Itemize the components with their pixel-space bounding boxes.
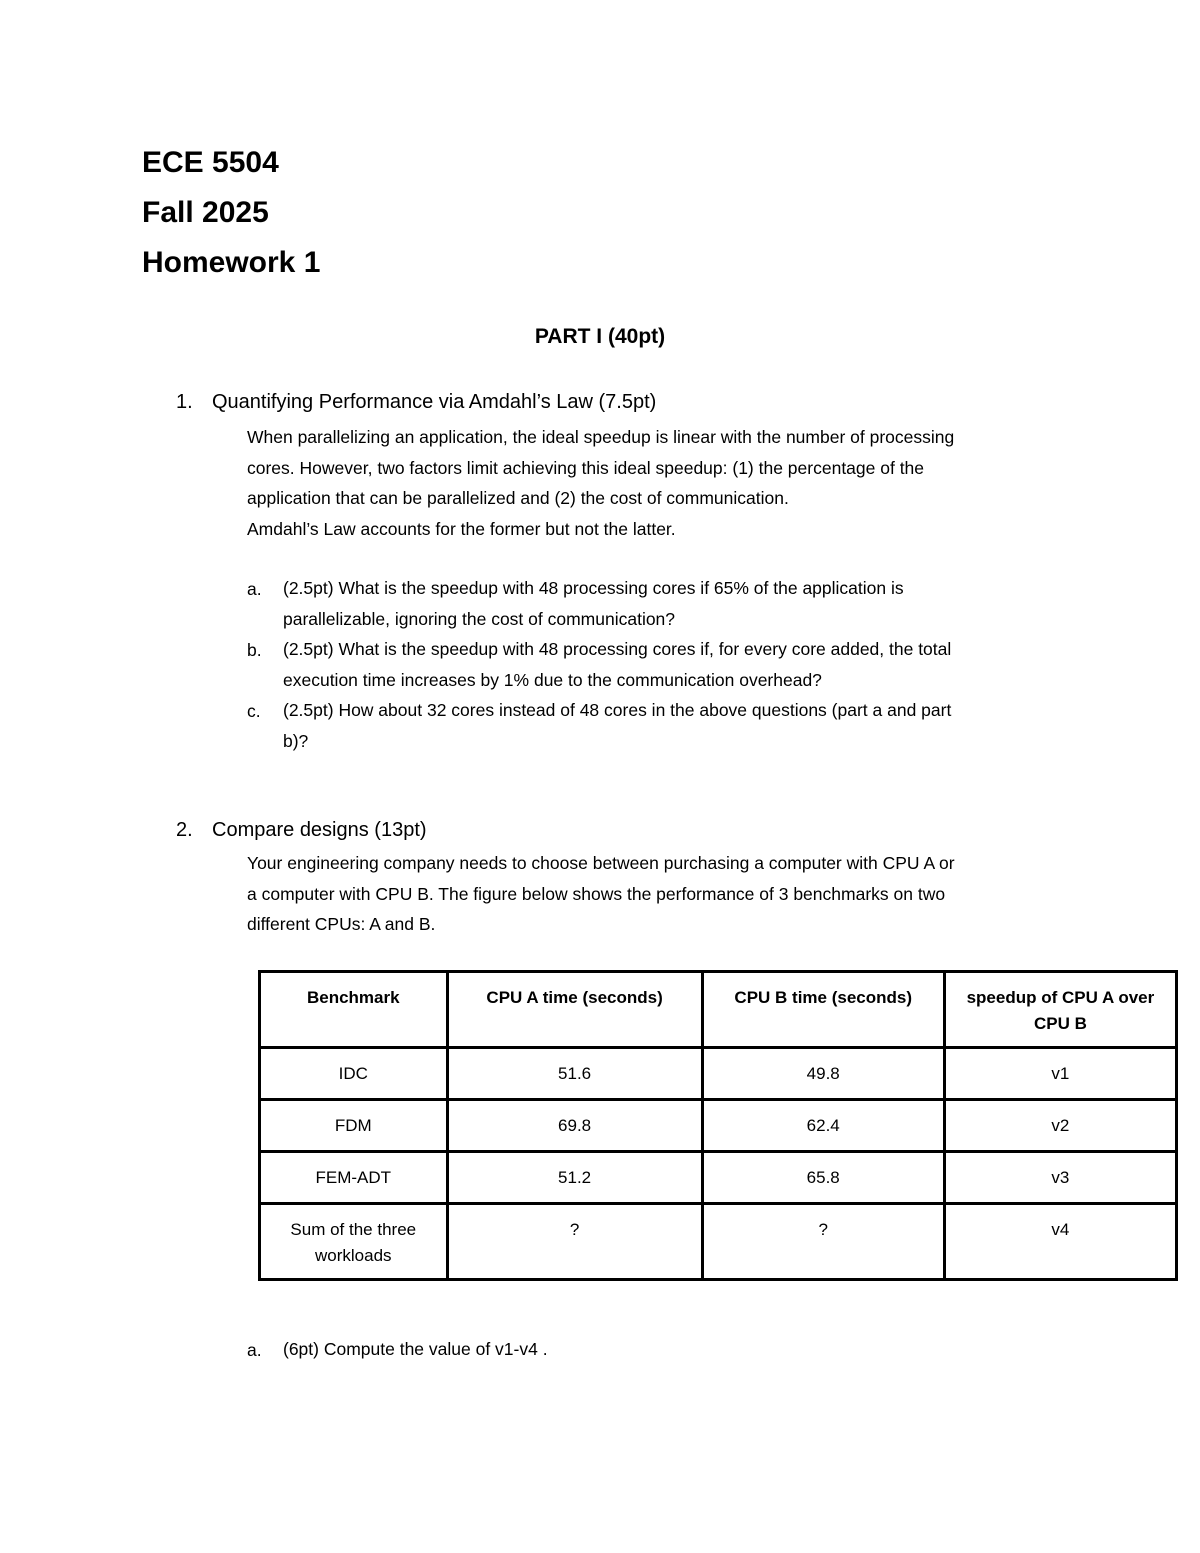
q1-intro-line: When parallelizing an application, the ideal speedup is linear with the number of processing: [247, 427, 955, 447]
table-row: [260, 1204, 1177, 1280]
table-header-cell: CPU A time (seconds): [447, 972, 702, 1048]
table-header-cell: speedup of CPU A over CPU B: [944, 972, 1176, 1048]
assignment-title: Homework 1: [142, 246, 321, 279]
q2-title: Compare designs (13pt): [212, 819, 427, 841]
q1-sub-a-line: (2.5pt) What is the speedup with 48 processing cores if 65% of the application is: [283, 578, 904, 598]
q1-sub-a-line: parallelizable, ignoring the cost of communication?: [283, 608, 676, 629]
table-cell: v2: [944, 1100, 1176, 1152]
q1-sub-c-letter: c.: [247, 701, 261, 721]
table-cell: Sum of the three workloads: [260, 1204, 448, 1280]
q1-sub-b-line: execution time increases by 1% due to the communication overhead?: [283, 669, 822, 690]
table-cell: 65.8: [702, 1152, 944, 1204]
table-cell: v1: [944, 1048, 1176, 1100]
table-row: [260, 1152, 1177, 1204]
q2-intro-line: different CPUs: A and B.: [247, 914, 436, 934]
q2-intro: [247, 848, 1077, 940]
q1-sub-a: [283, 573, 1073, 634]
q1-sub-b-letter: b.: [247, 640, 262, 660]
q1-sub-b: [283, 634, 1073, 695]
table-row: [260, 1048, 1177, 1100]
table-cell: ?: [447, 1204, 702, 1280]
benchmark-table: [258, 970, 1178, 1281]
q1-title: Quantifying Performance via Amdahl’s Law (7.5pt): [212, 391, 657, 413]
q1-sub-a-letter: a.: [247, 579, 262, 599]
table-header-cell: CPU B time (seconds): [702, 972, 944, 1048]
table-cell: IDC: [260, 1048, 448, 1100]
q2-sub-a: [283, 1334, 1073, 1365]
q2-number: 2.: [176, 819, 193, 841]
table-cell: 62.4: [702, 1100, 944, 1152]
table-cell: FDM: [260, 1100, 448, 1152]
table-header-cell: Benchmark: [260, 972, 448, 1048]
table-cell: v4: [944, 1204, 1176, 1280]
table-row: [260, 1100, 1177, 1152]
course-title: ECE 5504: [142, 146, 279, 179]
table-cell: 69.8: [447, 1100, 702, 1152]
table-cell: 51.2: [447, 1152, 702, 1204]
q1-sub-c-line: b)?: [283, 730, 309, 751]
part-title: PART I (40pt): [534, 325, 666, 348]
q1-intro: [247, 422, 1077, 544]
q1-sub-c: [283, 695, 1073, 756]
table-cell: ?: [702, 1204, 944, 1280]
table-header-row: [260, 972, 1177, 1048]
q2-sub-a-letter: a.: [247, 1340, 262, 1360]
q1-sub-c-line: (2.5pt) How about 32 cores instead of 48 cores in the above questions (part a and part: [283, 700, 952, 720]
q1-sub-b-line: (2.5pt) What is the speedup with 48 processing cores if, for every core added, the total: [283, 639, 952, 659]
q1-number: 1.: [176, 391, 193, 413]
table-cell: v3: [944, 1152, 1176, 1204]
q1-intro-line: application that can be parallelized and (2) the cost of communication.: [247, 488, 789, 508]
table-cell: FEM-ADT: [260, 1152, 448, 1204]
q2-intro-line: Your engineering company needs to choose between purchasing a computer with CPU A or: [247, 853, 955, 873]
q1-intro-line: Amdahl’s Law accounts for the former but not the latter.: [247, 518, 676, 539]
q2-intro-line: a computer with CPU B. The figure below shows the performance of 3 benchmarks on two: [247, 883, 946, 904]
table-cell: 49.8: [702, 1048, 944, 1100]
table-cell: 51.6: [447, 1048, 702, 1100]
q2-sub-a-line: (6pt) Compute the value of v1-v4 .: [283, 1339, 548, 1359]
term-title: Fall 2025: [142, 196, 269, 229]
q1-intro-line: cores. However, two factors limit achieving this ideal speedup: (1) the percentage of the: [247, 457, 925, 478]
